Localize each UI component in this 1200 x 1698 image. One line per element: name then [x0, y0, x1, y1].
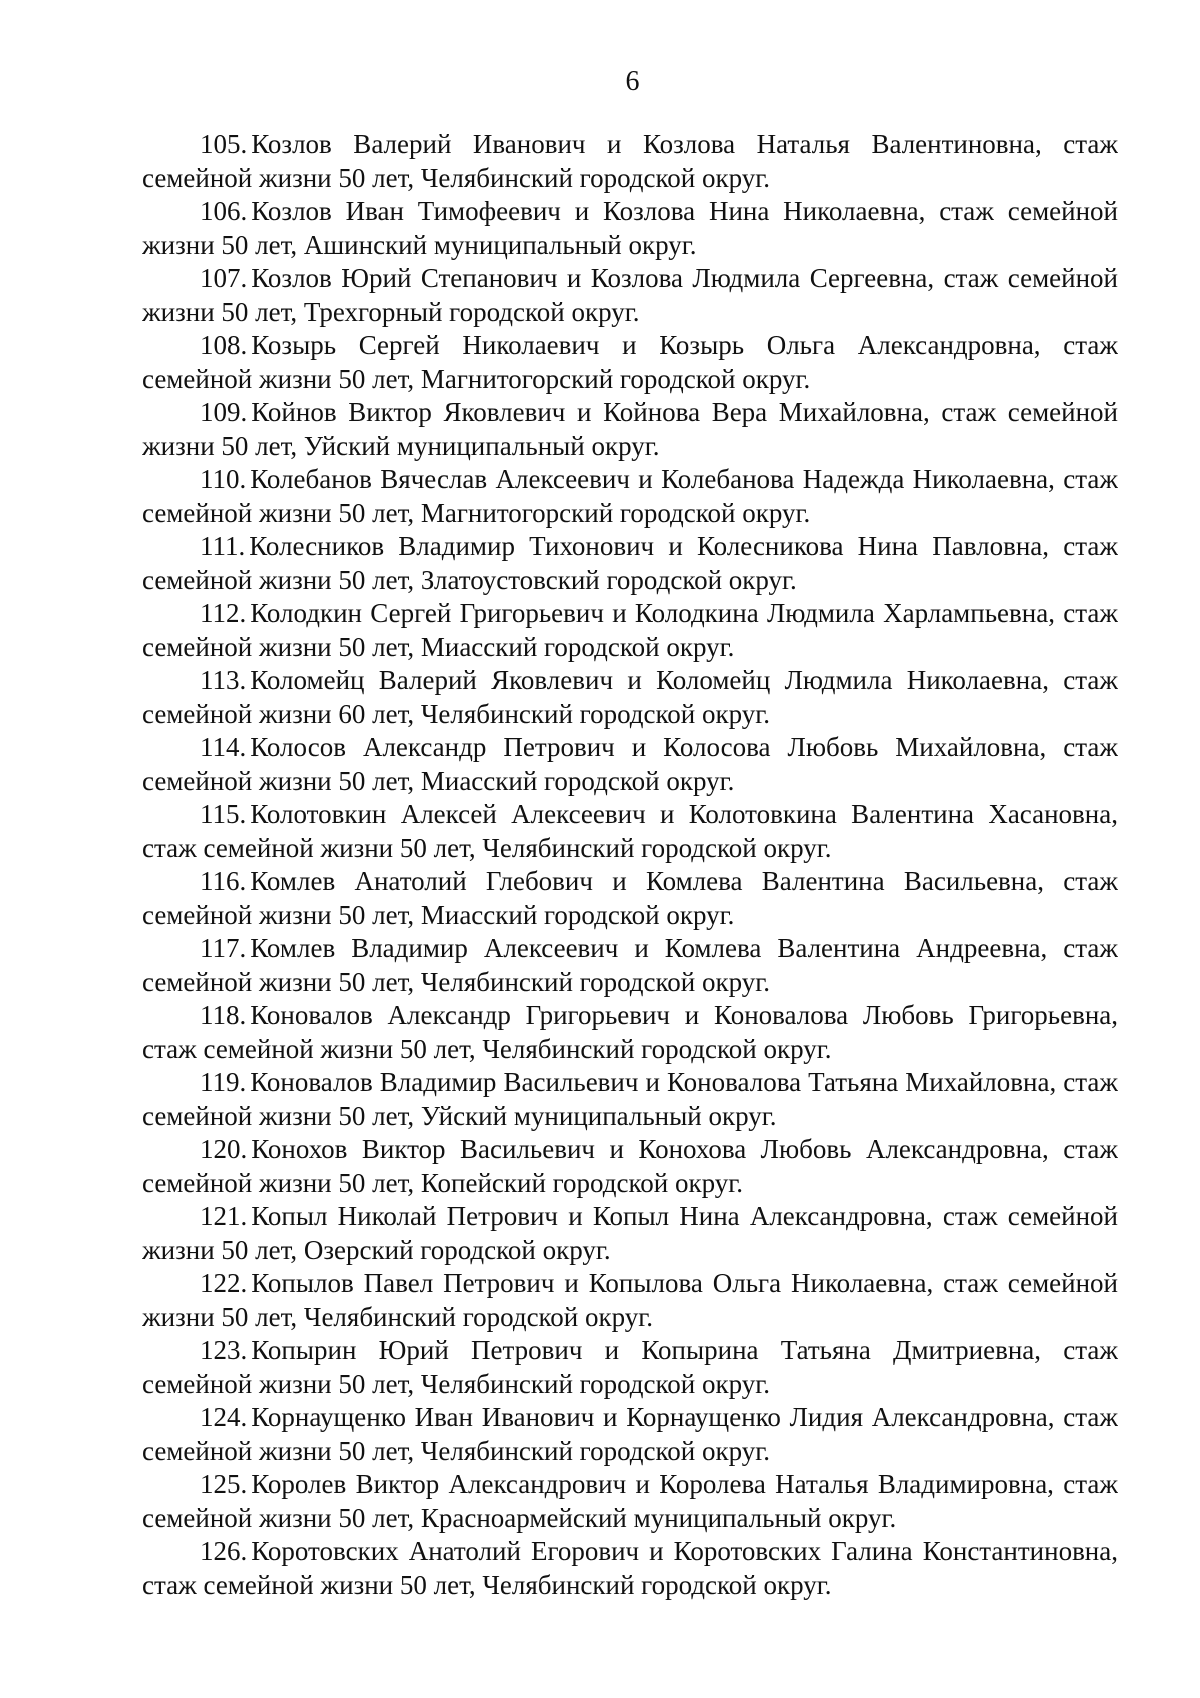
entry-number: 120. [200, 1134, 248, 1164]
entry-number: 112. [200, 598, 247, 628]
list-item [142, 798, 1118, 865]
list-item [142, 329, 1118, 396]
entry-number: 123. [200, 1335, 248, 1365]
list-item [142, 1401, 1118, 1468]
entry-text: Комлев Анатолий Глебович и Комлева Валентина Васильевна, стаж семейной жизни 50 лет, Миасский городской округ. [142, 866, 1118, 930]
entry-text: Коротовских Анатолий Егорович и Коротовских Галина Константиновна, стаж семейной жизни 50 лет, Челябинский городской округ. [142, 1536, 1118, 1600]
entry-text: Комлев Владимир Алексеевич и Комлева Валентина Андреевна, стаж семейной жизни 50 лет, Челябинский городской округ. [142, 933, 1118, 997]
entry-text: Козлов Иван Тимофеевич и Козлова Нина Николаевна, стаж семейной жизни 50 лет, Ашинский муниципальный округ. [142, 196, 1118, 260]
list-item [142, 932, 1118, 999]
list-item [142, 262, 1118, 329]
entry-text: Королев Виктор Александрович и Королева Наталья Владимировна, стаж семейной жизни 50 лет, Красноармейский муниципальный округ. [142, 1469, 1118, 1533]
list-item [142, 1066, 1118, 1133]
entry-text: Корнаущенко Иван Иванович и Корнаущенко Лидия Александровна, стаж семейной жизни 50 лет, Челябинский городской округ. [142, 1402, 1118, 1466]
list-item [142, 1133, 1118, 1200]
list-item [142, 1334, 1118, 1401]
entry-number: 119. [200, 1067, 247, 1097]
entry-text: Копыл Николай Петрович и Копыл Нина Александровна, стаж семейной жизни 50 лет, Озерский городской округ. [142, 1201, 1118, 1265]
entry-text: Колотовкин Алексей Алексеевич и Колотовкина Валентина Хасановна, стаж семейной жизни 50 лет, Челябинский городской округ. [142, 799, 1118, 863]
list-item [142, 664, 1118, 731]
entry-text: Колодкин Сергей Григорьевич и Колодкина Людмила Харлампьевна, стаж семейной жизни 50 лет, Миасский городской округ. [142, 598, 1118, 662]
list-item [142, 597, 1118, 664]
list-item [142, 731, 1118, 798]
entry-text: Конохов Виктор Васильевич и Конохова Любовь Александровна, стаж семейной жизни 50 лет, Копейский городской округ. [142, 1134, 1118, 1198]
entry-text: Козлов Валерий Иванович и Козлова Наталья Валентиновна, стаж семейной жизни 50 лет, Челябинский городской округ. [142, 129, 1118, 193]
list-item [142, 396, 1118, 463]
entry-text: Коновалов Александр Григорьевич и Коновалова Любовь Григорьевна, стаж семейной жизни 50 лет, Челябинский городской округ. [142, 1000, 1118, 1064]
entry-number: 105. [200, 129, 248, 159]
list-item [142, 1535, 1118, 1602]
entry-number: 116. [200, 866, 247, 896]
entry-text: Козырь Сергей Николаевич и Козырь Ольга Александровна, стаж семейной жизни 50 лет, Магнитогорский городской округ. [142, 330, 1118, 394]
entry-number: 108. [200, 330, 248, 360]
entry-number: 110. [200, 464, 247, 494]
entry-number: 125. [200, 1469, 248, 1499]
entry-number: 107. [200, 263, 248, 293]
entry-text: Койнов Виктор Яковлевич и Койнова Вера Михайловна, стаж семейной жизни 50 лет, Уйский муниципальный округ. [142, 397, 1118, 461]
entry-number: 122. [200, 1268, 248, 1298]
list-item [142, 195, 1118, 262]
list-item [142, 865, 1118, 932]
entry-text: Колосов Александр Петрович и Колосова Любовь Михайловна, стаж семейной жизни 50 лет, Миасский городской округ. [142, 732, 1118, 796]
entry-text: Колебанов Вячеслав Алексеевич и Колебанова Надежда Николаевна, стаж семейной жизни 50 лет, Магнитогорский городской округ. [142, 464, 1118, 528]
list-item [142, 1200, 1118, 1267]
entry-number: 109. [200, 397, 248, 427]
entry-number: 113. [200, 665, 247, 695]
entry-number: 114. [200, 732, 247, 762]
entry-text: Копырин Юрий Петрович и Копырина Татьяна Дмитриевна, стаж семейной жизни 50 лет, Челябинский городской округ. [142, 1335, 1118, 1399]
entry-text: Коломейц Валерий Яковлевич и Коломейц Людмила Николаевна, стаж семейной жизни 60 лет, Челябинский городской округ. [142, 665, 1118, 729]
list-item [142, 1267, 1118, 1334]
entry-number: 115. [200, 799, 247, 829]
entry-number: 118. [200, 1000, 247, 1030]
list-item [142, 999, 1118, 1066]
entry-number: 106. [200, 196, 248, 226]
entry-text: Коновалов Владимир Васильевич и Коновалова Татьяна Михайловна, стаж семейной жизни 50 лет, Уйский муниципальный округ. [142, 1067, 1118, 1131]
entry-list [142, 128, 1118, 1602]
entry-text: Копылов Павел Петрович и Копылова Ольга Николаевна, стаж семейной жизни 50 лет, Челябинский городской округ. [142, 1268, 1118, 1332]
list-item [142, 1468, 1118, 1535]
entry-number: 117. [200, 933, 247, 963]
entry-number: 111. [200, 531, 246, 561]
entry-number: 121. [200, 1201, 248, 1231]
list-item [142, 128, 1118, 195]
entry-text: Козлов Юрий Степанович и Козлова Людмила Сергеевна, стаж семейной жизни 50 лет, Трехгорный городской округ. [142, 263, 1118, 327]
entry-number: 126. [200, 1536, 248, 1566]
entry-number: 124. [200, 1402, 248, 1432]
entry-text: Колесников Владимир Тихонович и Колесникова Нина Павловна, стаж семейной жизни 50 лет, Златоустовский городской округ. [142, 531, 1118, 595]
page-number: 6 [625, 66, 640, 97]
list-item [142, 530, 1118, 597]
list-item [142, 463, 1118, 530]
